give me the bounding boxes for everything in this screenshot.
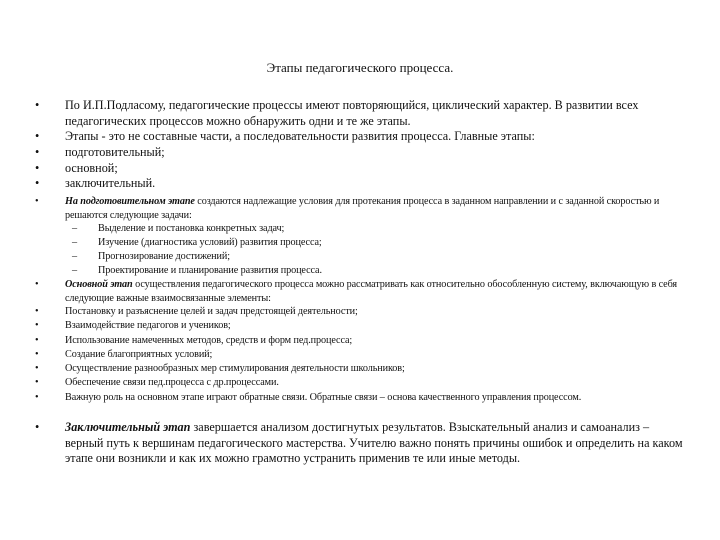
list-item bbox=[35, 348, 685, 362]
dash-icon: – bbox=[72, 223, 77, 234]
final-stage-item bbox=[35, 420, 685, 467]
item-text: заключительный. bbox=[65, 176, 156, 190]
bullet-icon: • bbox=[35, 392, 39, 403]
task-item bbox=[72, 264, 678, 278]
list-item bbox=[35, 305, 685, 319]
item-text: Постановку и разъяснение целей и задач предстоящей деятельности; bbox=[65, 306, 358, 317]
list-item bbox=[35, 161, 685, 177]
item-text: Этапы - это не составные части, а последовательности развития процесса. Главные этапы: bbox=[65, 129, 535, 143]
main-stage-item bbox=[35, 278, 685, 305]
bullet-icon: • bbox=[35, 145, 40, 159]
list-item bbox=[35, 362, 685, 376]
item-text: Важную роль на основном этапе играют обратные связи. Обратные связи – основа качественного управления процессом. bbox=[65, 392, 582, 403]
item-text: Использование намеченных методов, средств и форм пед.процесса; bbox=[65, 335, 353, 346]
list-item bbox=[35, 98, 685, 129]
list-item bbox=[35, 319, 685, 333]
bullet-icon: • bbox=[35, 279, 39, 290]
list-item bbox=[35, 176, 685, 192]
item-text: Взаимодействие педагогов и учеников; bbox=[65, 320, 231, 331]
term: Заключительный этап bbox=[65, 420, 191, 434]
bullet-icon: • bbox=[35, 349, 39, 360]
dash-icon: – bbox=[72, 251, 77, 262]
list-item bbox=[35, 334, 685, 348]
bullet-icon: • bbox=[35, 306, 39, 317]
bullet-icon: • bbox=[35, 176, 40, 190]
bullet-icon: • bbox=[35, 335, 39, 346]
item-text: Создание благоприятных условий; bbox=[65, 349, 213, 360]
item-text: По И.П.Подласому, педагогические процессы имеют повторяющийся, циклический характер. В развитии всех педагогических процессов можно обнаружить одни и те же этапы. bbox=[65, 98, 639, 128]
bullet-icon: • bbox=[35, 129, 40, 143]
bullet-icon: • bbox=[35, 196, 39, 207]
bullet-icon: • bbox=[35, 377, 39, 388]
item-text: создаются надлежащие условия для протекания процесса в заданном направлении и с заданной скоростью и решаются следующие задачи: bbox=[65, 196, 660, 221]
item-text: Изучение (диагностика условий) развития процесса; bbox=[98, 237, 322, 248]
list-item bbox=[35, 391, 685, 405]
page-title: Этапы педагогического процесса. bbox=[266, 60, 454, 75]
bullet-icon: • bbox=[35, 98, 40, 112]
task-item bbox=[72, 222, 678, 236]
bullet-icon: • bbox=[35, 320, 39, 331]
task-item bbox=[72, 250, 678, 264]
dash-icon: – bbox=[72, 237, 77, 248]
item-text: подготовительный; bbox=[65, 145, 165, 159]
bullet-icon: • bbox=[35, 420, 40, 434]
preparatory-stage-item bbox=[35, 195, 685, 222]
item-text: Проектирование и планирование развития процесса. bbox=[98, 265, 322, 276]
task-item bbox=[72, 236, 678, 250]
item-text: Прогнозирование достижений; bbox=[98, 251, 230, 262]
item-text: основной; bbox=[65, 161, 118, 175]
term: Основной этап bbox=[65, 279, 133, 290]
term: На подготовительном этапе bbox=[65, 196, 195, 207]
item-text: завершается анализом достигнутых результатов. Взыскательный анализ и самоанализ – верный путь к вершинам педагогического мастерства. Учителю важно понять причины ошибок и определить на каком этапе они возникли и как их можно грамотно устранить применив те или иные методы. bbox=[65, 420, 683, 465]
dash-icon: – bbox=[72, 265, 77, 276]
item-text: Осуществление разнообразных мер стимулирования деятельности школьников; bbox=[65, 363, 405, 374]
bullet-icon: • bbox=[35, 161, 40, 175]
item-text: Выделение и постановка конкретных задач; bbox=[98, 223, 285, 234]
list-item bbox=[35, 129, 685, 145]
list-item bbox=[35, 145, 685, 161]
item-text: Обеспечение связи пед.процесса с др.процессами. bbox=[65, 377, 279, 388]
item-text: осуществления педагогического процесса можно рассматривать как относительно обособленную систему, включающую в себя следующие важные взаимосвязанные элементы: bbox=[65, 279, 677, 304]
bullet-icon: • bbox=[35, 363, 39, 374]
list-item bbox=[35, 376, 685, 390]
